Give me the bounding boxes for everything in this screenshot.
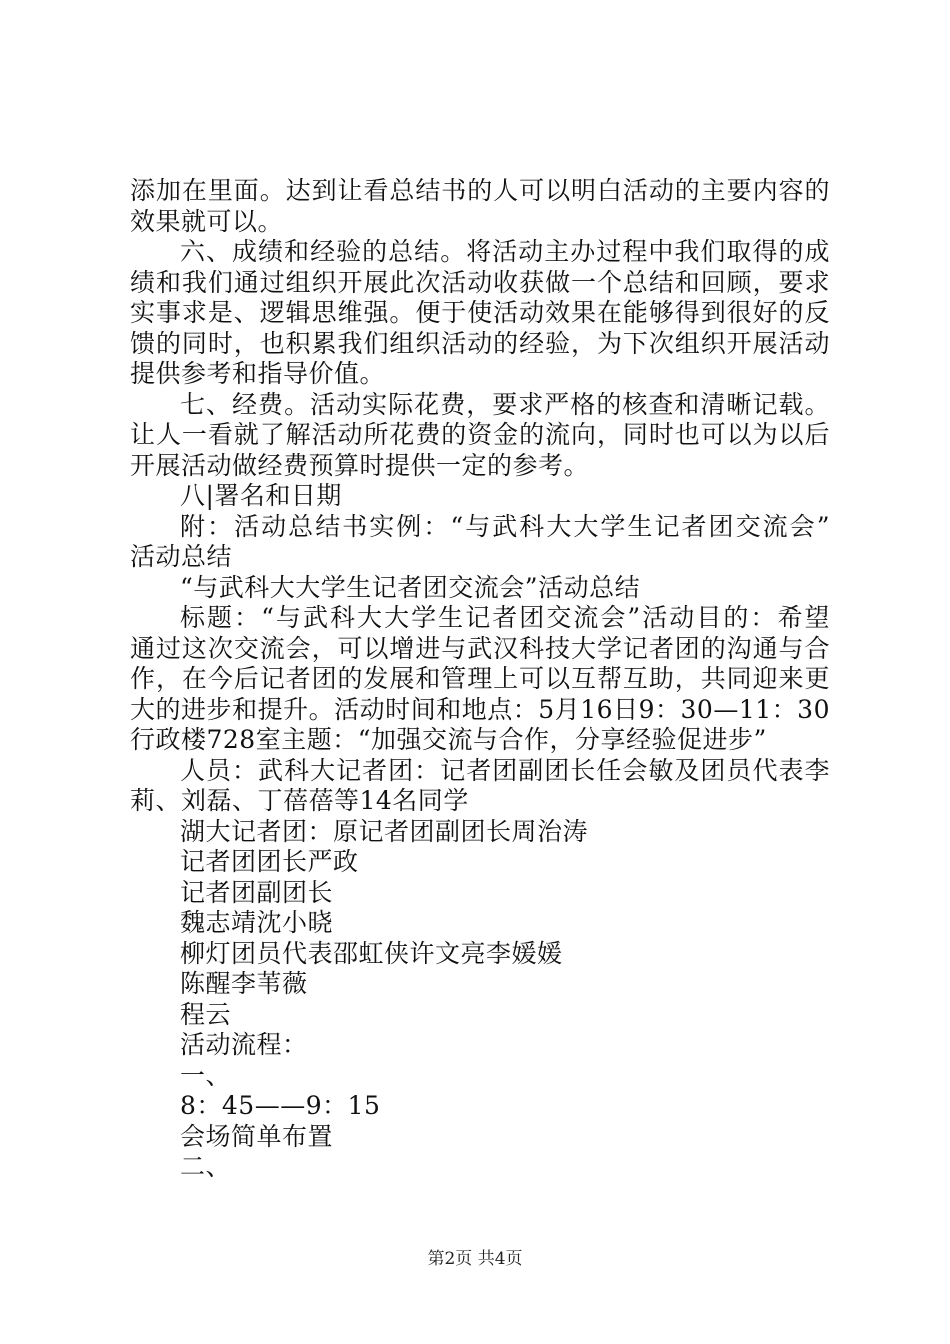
text-line: 柳灯团员代表邵虹侠许文亮李媛媛 (180, 938, 563, 968)
text-line: 六、成绩和经验的总结。将活动主办过程中我们取得的成 (180, 237, 830, 266)
text-line: 人员：武科大记者团：记者团副团长任会敏及团员代表李 (180, 755, 830, 785)
text-line: 魏志靖沈小晓 (180, 908, 334, 937)
page-footer: 第2页 共4页 (427, 1249, 523, 1269)
text-line: 添加在里面。达到让看总结书的人可以明白活动的主要内容的 (130, 176, 830, 205)
text-line: 大的进步和提升。活动时间和地点：5月16日9：30—11：30 (130, 694, 830, 724)
text-line: 七、经费。活动实际花费，要求严格的核查和清晰记载。 (180, 389, 830, 419)
text-line: 通过这次交流会，可以增进与武汉科技大学记者团的沟通与合 (130, 633, 830, 663)
text-line: 八|署名和日期 (180, 481, 342, 510)
text-line: 活动流程： (180, 1030, 308, 1059)
text-line: 绩和我们通过组织开展此次活动收获做一个总结和回顾，要求 (130, 267, 830, 297)
text-line: 馈的同时，也积累我们组织活动的经验，为下次组织开展活动 (130, 328, 830, 358)
text-line: 记者团团长严政 (180, 847, 359, 876)
text-line: 开展活动做经费预算时提供一定的参考。 (130, 450, 590, 480)
text-line: 标题：“与武科大大学生记者团交流会”活动目的：希望 (180, 603, 830, 632)
text-line: 效果就可以。 (130, 206, 284, 236)
text-line: 实事求是、逻辑思维强。便于使活动效果在能够得到很好的反 (130, 298, 830, 327)
text-line: “与武科大大学生记者团交流会”活动总结 (180, 572, 641, 602)
text-line: 8：45——9：15 (180, 1091, 381, 1120)
text-line: 附：活动总结书实例：“与武科大大学生记者团交流会” (180, 511, 830, 541)
text-line: 二、 (180, 1152, 232, 1181)
text-line: 会场简单布置 (180, 1121, 334, 1151)
text-line: 作，在今后记者团的发展和管理上可以互帮互助，共同迎来更 (130, 664, 830, 693)
text-line: 提供参考和指导价值。 (130, 359, 386, 388)
text-line: 程云 (180, 999, 232, 1029)
text-line: 湖大记者团：原记者团副团长周治涛 (180, 816, 589, 846)
text-line: 行政楼728室主题：“加强交流与合作，分享经验促进步” (130, 725, 767, 754)
text-line: 记者团副团长 (180, 877, 334, 907)
text-line: 陈醒李苇薇 (180, 969, 308, 998)
text-line: 莉、刘磊、丁蓓蓓等14名同学 (130, 786, 469, 815)
document-body (130, 176, 830, 1183)
text-line: 让人一看就了解活动所花费的资金的流向，同时也可以为以后 (130, 420, 830, 449)
text-line: 活动总结 (130, 542, 233, 571)
text-line: 一、 (180, 1060, 232, 1090)
